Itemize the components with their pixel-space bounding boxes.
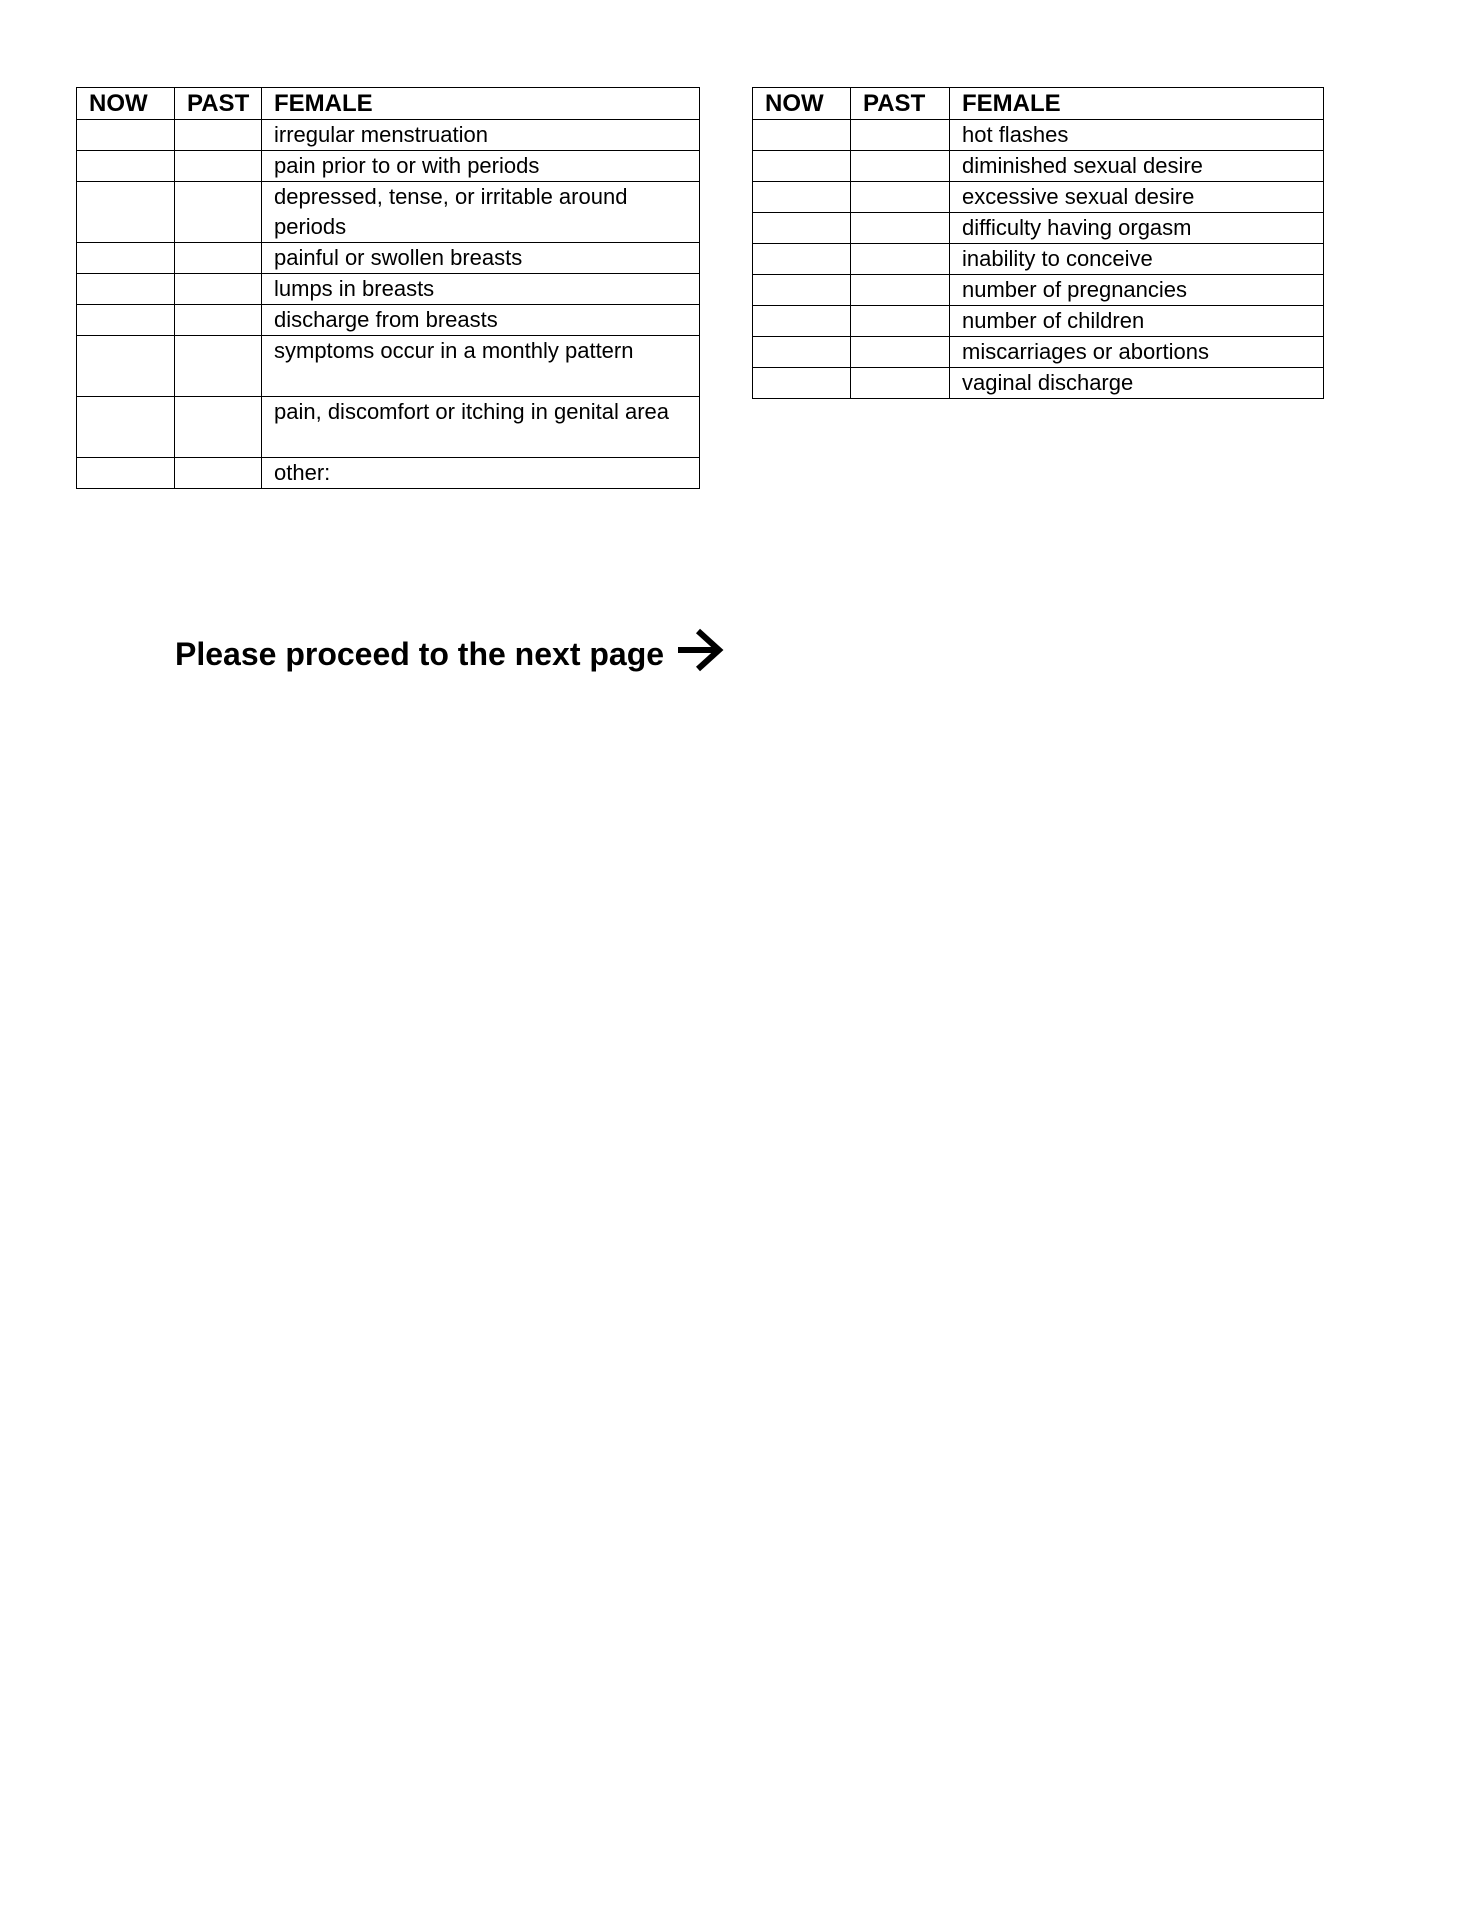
past-checkbox-cell[interactable] <box>175 458 262 489</box>
now-checkbox-cell[interactable] <box>753 368 851 399</box>
table-row <box>753 151 1324 182</box>
now-checkbox-cell[interactable] <box>753 151 851 182</box>
now-checkbox-cell[interactable] <box>753 337 851 368</box>
past-checkbox-cell[interactable] <box>175 397 262 458</box>
table-row <box>77 336 700 397</box>
column-header-past: PAST <box>851 88 950 120</box>
past-checkbox-cell[interactable] <box>851 275 950 306</box>
symptom-label: irregular menstruation <box>262 120 700 151</box>
table-row <box>753 244 1324 275</box>
symptom-label: number of pregnancies <box>950 275 1324 306</box>
now-checkbox-cell[interactable] <box>77 151 175 182</box>
now-checkbox-cell[interactable] <box>753 244 851 275</box>
now-checkbox-cell[interactable] <box>753 213 851 244</box>
table-row <box>77 458 700 489</box>
past-checkbox-cell[interactable] <box>851 151 950 182</box>
past-checkbox-cell[interactable] <box>851 368 950 399</box>
symptom-label: depressed, tense, or irritable around periods <box>262 182 700 243</box>
past-checkbox-cell[interactable] <box>851 306 950 337</box>
past-checkbox-cell[interactable] <box>851 244 950 275</box>
past-checkbox-cell[interactable] <box>851 182 950 213</box>
proceed-text: Please proceed to the next page <box>175 635 665 672</box>
past-checkbox-cell[interactable] <box>175 151 262 182</box>
now-checkbox-cell[interactable] <box>77 120 175 151</box>
past-checkbox-cell[interactable] <box>175 243 262 274</box>
symptom-label: hot flashes <box>950 120 1324 151</box>
table-row <box>753 306 1324 337</box>
female-symptoms-table-right <box>752 87 1324 399</box>
table-row <box>77 305 700 336</box>
now-checkbox-cell[interactable] <box>753 182 851 213</box>
now-checkbox-cell[interactable] <box>77 397 175 458</box>
now-checkbox-cell[interactable] <box>77 305 175 336</box>
table-row <box>77 182 700 243</box>
past-checkbox-cell[interactable] <box>175 305 262 336</box>
table-row <box>753 337 1324 368</box>
symptom-label: pain prior to or with periods <box>262 151 700 182</box>
symptom-label: vaginal discharge <box>950 368 1324 399</box>
column-header-now: NOW <box>753 88 851 120</box>
symptom-label: miscarriages or abortions <box>950 337 1324 368</box>
past-checkbox-cell[interactable] <box>851 337 950 368</box>
symptom-label: discharge from breasts <box>262 305 700 336</box>
symptom-label: pain, discomfort or itching in genital area <box>262 397 700 458</box>
now-checkbox-cell[interactable] <box>753 275 851 306</box>
column-header-past: PAST <box>175 88 262 120</box>
symptom-label: diminished sexual desire <box>950 151 1324 182</box>
column-header-now: NOW <box>77 88 175 120</box>
symptom-label: symptoms occur in a monthly pattern <box>262 336 700 397</box>
table-row <box>753 275 1324 306</box>
past-checkbox-cell[interactable] <box>175 336 262 397</box>
female-symptoms-table-left <box>76 87 700 489</box>
now-checkbox-cell[interactable] <box>77 336 175 397</box>
symptom-label: difficulty having orgasm <box>950 213 1324 244</box>
symptom-label: lumps in breasts <box>262 274 700 305</box>
table-row <box>77 274 700 305</box>
symptom-label: excessive sexual desire <box>950 182 1324 213</box>
proceed-next-page-note <box>175 628 724 680</box>
past-checkbox-cell[interactable] <box>175 182 262 243</box>
now-checkbox-cell[interactable] <box>77 182 175 243</box>
table-row <box>77 151 700 182</box>
table-row <box>753 213 1324 244</box>
table-row <box>753 368 1324 399</box>
now-checkbox-cell[interactable] <box>77 458 175 489</box>
symptom-label: other: <box>262 458 700 489</box>
column-header-female: FEMALE <box>950 88 1324 120</box>
past-checkbox-cell[interactable] <box>851 213 950 244</box>
now-checkbox-cell[interactable] <box>753 120 851 151</box>
symptom-label: number of children <box>950 306 1324 337</box>
table-row <box>753 182 1324 213</box>
now-checkbox-cell[interactable] <box>77 274 175 305</box>
table-row <box>77 397 700 458</box>
column-header-female: FEMALE <box>262 88 700 120</box>
now-checkbox-cell[interactable] <box>77 243 175 274</box>
table-row <box>77 243 700 274</box>
table-row <box>77 120 700 151</box>
past-checkbox-cell[interactable] <box>175 274 262 305</box>
symptom-label: painful or swollen breasts <box>262 243 700 274</box>
table-row <box>753 120 1324 151</box>
right-arrow-icon <box>676 628 724 680</box>
symptom-label: inability to conceive <box>950 244 1324 275</box>
past-checkbox-cell[interactable] <box>175 120 262 151</box>
now-checkbox-cell[interactable] <box>753 306 851 337</box>
past-checkbox-cell[interactable] <box>851 120 950 151</box>
